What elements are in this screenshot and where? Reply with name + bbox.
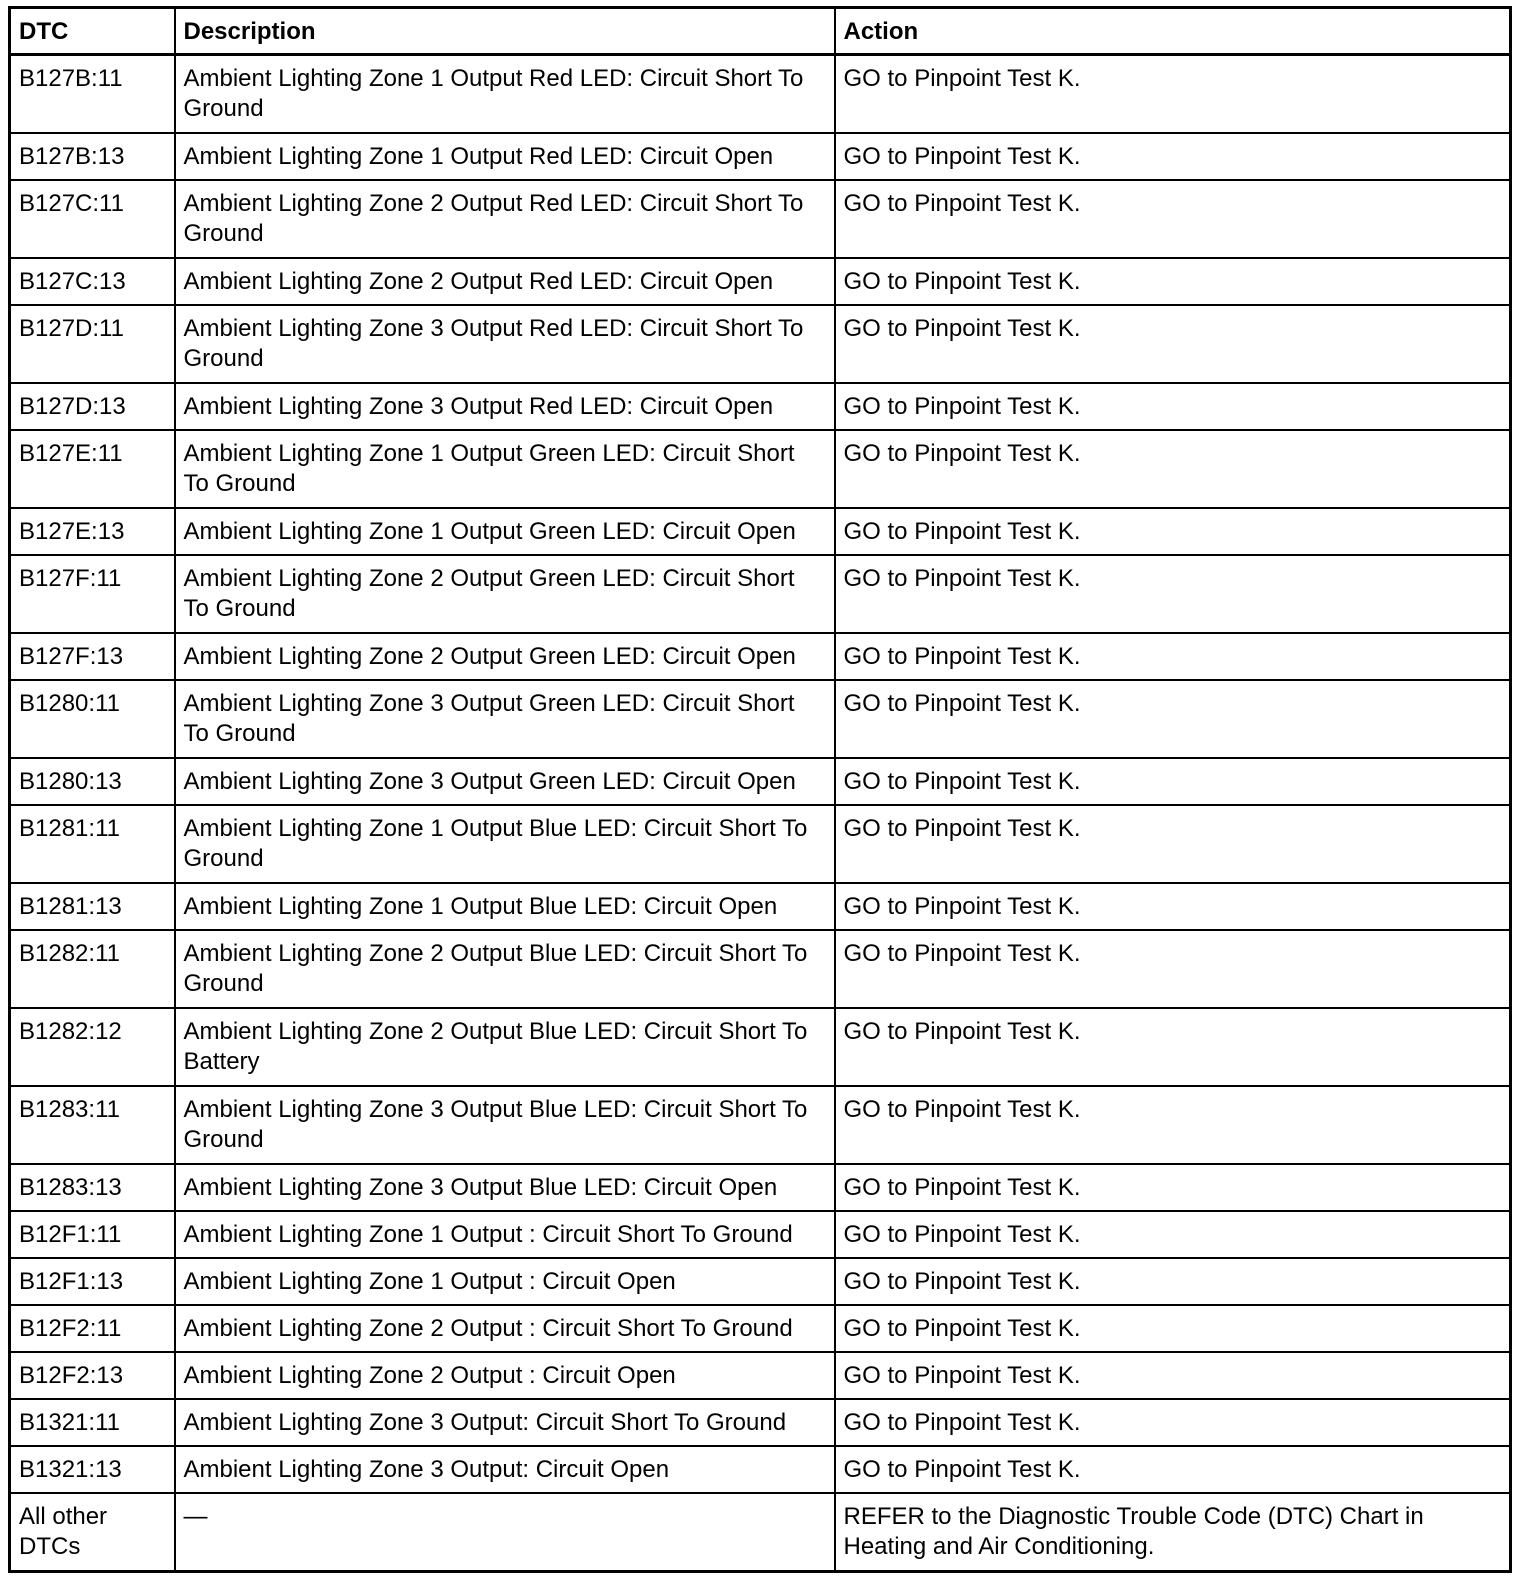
dtc-code-cell: B127F:13 [10, 633, 175, 680]
action-cell: GO to Pinpoint Test K. [835, 633, 1511, 680]
table-row [10, 180, 1511, 258]
table-row [10, 305, 1511, 383]
action-cell: GO to Pinpoint Test K. [835, 1258, 1511, 1305]
header-action: Action [835, 8, 1511, 55]
description-cell: Ambient Lighting Zone 2 Output Blue LED: Circuit Short To Battery [175, 1008, 835, 1086]
description-cell: Ambient Lighting Zone 2 Output : Circuit Open [175, 1352, 835, 1399]
action-cell: GO to Pinpoint Test K. [835, 55, 1511, 134]
dtc-code-cell: B12F1:11 [10, 1211, 175, 1258]
table-row [10, 430, 1511, 508]
action-cell: GO to Pinpoint Test K. [835, 930, 1511, 1008]
description-cell: Ambient Lighting Zone 3 Output: Circuit Short To Ground [175, 1399, 835, 1446]
action-cell: GO to Pinpoint Test K. [835, 180, 1511, 258]
dtc-code-cell: B127C:13 [10, 258, 175, 305]
dtc-code-cell: B1280:11 [10, 680, 175, 758]
action-cell: GO to Pinpoint Test K. [835, 1399, 1511, 1446]
action-cell: GO to Pinpoint Test K. [835, 1211, 1511, 1258]
description-cell: Ambient Lighting Zone 3 Output Blue LED: Circuit Short To Ground [175, 1086, 835, 1164]
description-cell: Ambient Lighting Zone 3 Output Green LED: Circuit Open [175, 758, 835, 805]
action-cell: GO to Pinpoint Test K. [835, 133, 1511, 180]
description-cell: Ambient Lighting Zone 3 Output Blue LED: Circuit Open [175, 1164, 835, 1211]
dtc-code-cell: B127E:13 [10, 508, 175, 555]
table-row [10, 1258, 1511, 1305]
table-row [10, 1493, 1511, 1572]
description-cell: Ambient Lighting Zone 1 Output Green LED: Circuit Open [175, 508, 835, 555]
table-row [10, 1446, 1511, 1493]
description-cell: Ambient Lighting Zone 2 Output Blue LED: Circuit Short To Ground [175, 930, 835, 1008]
dtc-code-cell: B1280:13 [10, 758, 175, 805]
description-cell: Ambient Lighting Zone 1 Output Green LED: Circuit Short To Ground [175, 430, 835, 508]
action-cell: GO to Pinpoint Test K. [835, 305, 1511, 383]
dtc-code-cell: B1281:13 [10, 883, 175, 930]
table-row [10, 1008, 1511, 1086]
description-cell: Ambient Lighting Zone 2 Output Red LED: Circuit Short To Ground [175, 180, 835, 258]
dtc-code-cell: B127D:13 [10, 383, 175, 430]
dtc-code-cell: B1283:13 [10, 1164, 175, 1211]
dtc-code-cell: All other DTCs [10, 1493, 175, 1572]
action-cell: GO to Pinpoint Test K. [835, 758, 1511, 805]
dtc-code-cell: B12F2:13 [10, 1352, 175, 1399]
table-row [10, 133, 1511, 180]
description-cell: Ambient Lighting Zone 3 Output Red LED: Circuit Short To Ground [175, 305, 835, 383]
description-cell: — [175, 1493, 835, 1572]
action-cell: GO to Pinpoint Test K. [835, 1164, 1511, 1211]
dtc-code-cell: B1281:11 [10, 805, 175, 883]
description-cell: Ambient Lighting Zone 1 Output Red LED: Circuit Open [175, 133, 835, 180]
action-cell: GO to Pinpoint Test K. [835, 258, 1511, 305]
description-cell: Ambient Lighting Zone 2 Output Green LED: Circuit Short To Ground [175, 555, 835, 633]
dtc-code-cell: B1282:12 [10, 1008, 175, 1086]
table-row [10, 1399, 1511, 1446]
action-cell: GO to Pinpoint Test K. [835, 555, 1511, 633]
description-cell: Ambient Lighting Zone 1 Output Blue LED: Circuit Short To Ground [175, 805, 835, 883]
dtc-code-cell: B1283:11 [10, 1086, 175, 1164]
table-body [10, 55, 1511, 1572]
table-row [10, 633, 1511, 680]
description-cell: Ambient Lighting Zone 1 Output Blue LED: Circuit Open [175, 883, 835, 930]
dtc-code-cell: B127E:11 [10, 430, 175, 508]
table-row [10, 1164, 1511, 1211]
dtc-code-cell: B127D:11 [10, 305, 175, 383]
table-row [10, 508, 1511, 555]
table-row [10, 883, 1511, 930]
action-cell: GO to Pinpoint Test K. [835, 430, 1511, 508]
description-cell: Ambient Lighting Zone 1 Output : Circuit Short To Ground [175, 1211, 835, 1258]
table-row [10, 258, 1511, 305]
description-cell: Ambient Lighting Zone 2 Output : Circuit Short To Ground [175, 1305, 835, 1352]
header-description: Description [175, 8, 835, 55]
table-row [10, 1211, 1511, 1258]
action-cell: GO to Pinpoint Test K. [835, 805, 1511, 883]
description-cell: Ambient Lighting Zone 3 Output Red LED: Circuit Open [175, 383, 835, 430]
description-cell: Ambient Lighting Zone 2 Output Red LED: Circuit Open [175, 258, 835, 305]
action-cell: GO to Pinpoint Test K. [835, 883, 1511, 930]
dtc-code-cell: B1282:11 [10, 930, 175, 1008]
action-cell: GO to Pinpoint Test K. [835, 1086, 1511, 1164]
action-cell: GO to Pinpoint Test K. [835, 1305, 1511, 1352]
description-cell: Ambient Lighting Zone 3 Output: Circuit Open [175, 1446, 835, 1493]
action-cell: GO to Pinpoint Test K. [835, 680, 1511, 758]
description-cell: Ambient Lighting Zone 1 Output Red LED: Circuit Short To Ground [175, 55, 835, 134]
dtc-code-cell: B12F2:11 [10, 1305, 175, 1352]
action-cell: GO to Pinpoint Test K. [835, 508, 1511, 555]
dtc-code-cell: B127B:11 [10, 55, 175, 134]
table-row [10, 555, 1511, 633]
action-cell: GO to Pinpoint Test K. [835, 383, 1511, 430]
table-header-row [10, 8, 1511, 55]
dtc-table [8, 6, 1512, 1573]
table-row [10, 680, 1511, 758]
dtc-code-cell: B127B:13 [10, 133, 175, 180]
table-row [10, 383, 1511, 430]
header-dtc: DTC [10, 8, 175, 55]
dtc-code-cell: B1321:13 [10, 1446, 175, 1493]
action-cell: GO to Pinpoint Test K. [835, 1008, 1511, 1086]
action-cell: GO to Pinpoint Test K. [835, 1352, 1511, 1399]
table-row [10, 1305, 1511, 1352]
description-cell: Ambient Lighting Zone 1 Output : Circuit Open [175, 1258, 835, 1305]
table-row [10, 1352, 1511, 1399]
table-row [10, 805, 1511, 883]
dtc-code-cell: B127F:11 [10, 555, 175, 633]
description-cell: Ambient Lighting Zone 3 Output Green LED: Circuit Short To Ground [175, 680, 835, 758]
action-cell: GO to Pinpoint Test K. [835, 1446, 1511, 1493]
table-row [10, 930, 1511, 1008]
table-row [10, 758, 1511, 805]
table-row [10, 55, 1511, 134]
table-row [10, 1086, 1511, 1164]
dtc-code-cell: B12F1:13 [10, 1258, 175, 1305]
description-cell: Ambient Lighting Zone 2 Output Green LED: Circuit Open [175, 633, 835, 680]
action-cell: REFER to the Diagnostic Trouble Code (DTC) Chart in Heating and Air Conditioning. [835, 1493, 1511, 1572]
dtc-code-cell: B1321:11 [10, 1399, 175, 1446]
dtc-code-cell: B127C:11 [10, 180, 175, 258]
